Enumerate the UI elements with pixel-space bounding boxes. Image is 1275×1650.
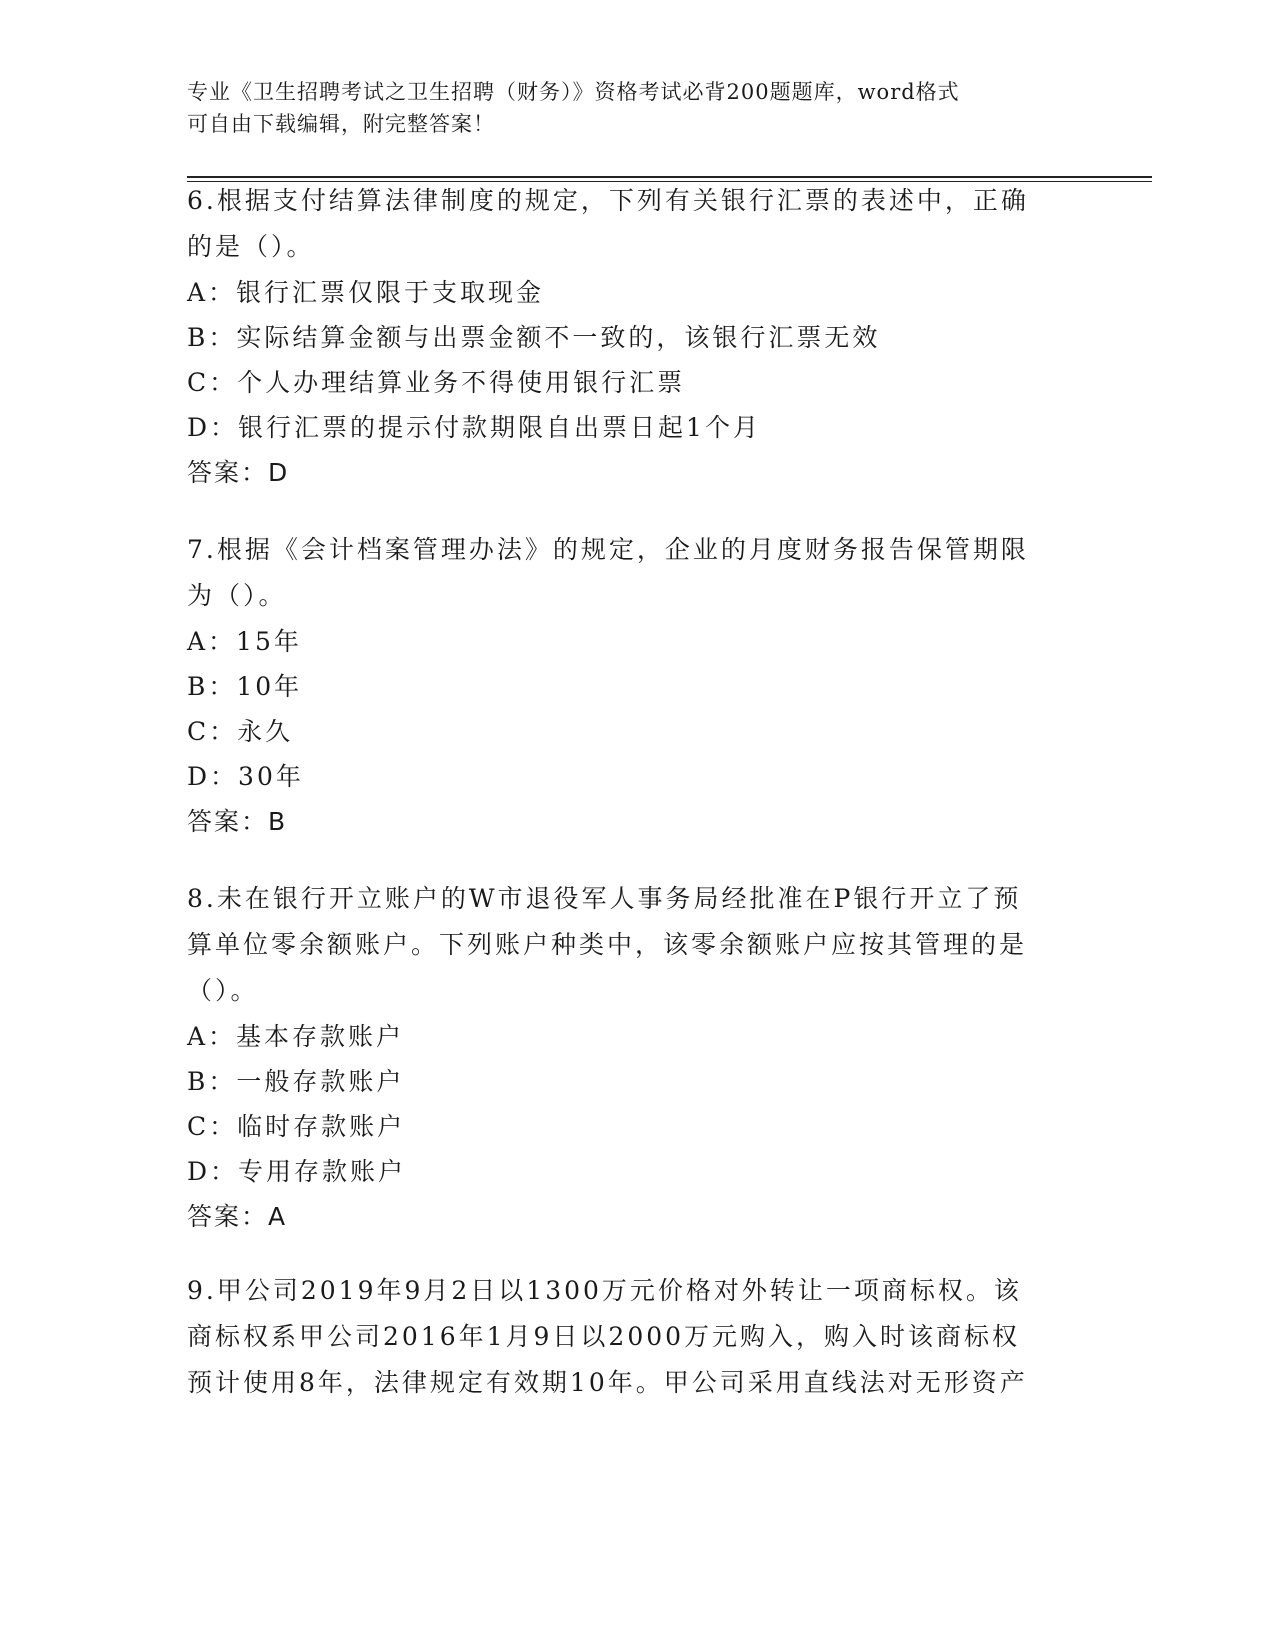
option-a: A：基本存款账户 (187, 1022, 405, 1051)
question-text-line: 算单位零余额账户。下列账户种类中，该零余额账户应按其管理的是 (187, 930, 1028, 959)
option-c: C：个人办理结算业务不得使用银行汇票 (187, 368, 686, 397)
option-b: B：一般存款账户 (187, 1067, 405, 1096)
question-7 (187, 527, 1067, 845)
option-a: A：15年 (187, 627, 302, 656)
option-b: B：实际结算金额与出票金额不一致的，该银行汇票无效 (187, 323, 881, 352)
question-text-line: 6.根据支付结算法律制度的规定，下列有关银行汇票的表述中，正确 (187, 186, 1029, 215)
header-line-2: 可自由下载编辑，附完整答案！ (187, 112, 495, 136)
question-8 (187, 876, 1067, 1240)
answer-line: 答案：A (187, 1202, 288, 1231)
option-a: A：银行汇票仅限于支取现金 (187, 278, 545, 307)
question-text-line: 预计使用8年，法律规定有效期10年。甲公司采用直线法对无形资产 (187, 1368, 1028, 1397)
question-text-line: 商标权系甲公司2016年1月9日以2000万元购入，购入时该商标权 (187, 1322, 1021, 1351)
header-line-1: 专业《卫生招聘考试之卫生招聘（财务）》资格考试必背200题题库，word格式 (187, 80, 960, 104)
option-d: D：银行汇票的提示付款期限自出票日起1个月 (187, 413, 761, 442)
question-9 (187, 1268, 1067, 1406)
question-text-line: 7.根据《会计档案管理办法》的规定，企业的月度财务报告保管期限 (187, 535, 1029, 564)
option-b: B：10年 (187, 672, 303, 701)
question-text-line: 为（）。 (187, 581, 287, 610)
question-text-line: 的是（）。 (187, 232, 315, 261)
question-text-line: 9.甲公司2019年9月2日以1300万元价格对外转让一项商标权。该 (187, 1276, 1022, 1305)
option-d: D：专用存款账户 (187, 1157, 407, 1186)
question-text-line: （）。 (187, 976, 259, 1005)
answer-line: 答案：B (187, 807, 288, 836)
option-c: C：永久 (187, 717, 294, 746)
option-c: C：临时存款账户 (187, 1112, 406, 1141)
document-header (187, 76, 1067, 140)
option-d: D：30年 (187, 762, 304, 791)
answer-line: 答案：D (187, 458, 290, 487)
question-text-line: 8.未在银行开立账户的W市退役军人事务局经批准在P银行开立了预 (187, 884, 1022, 913)
question-6 (187, 178, 1067, 496)
